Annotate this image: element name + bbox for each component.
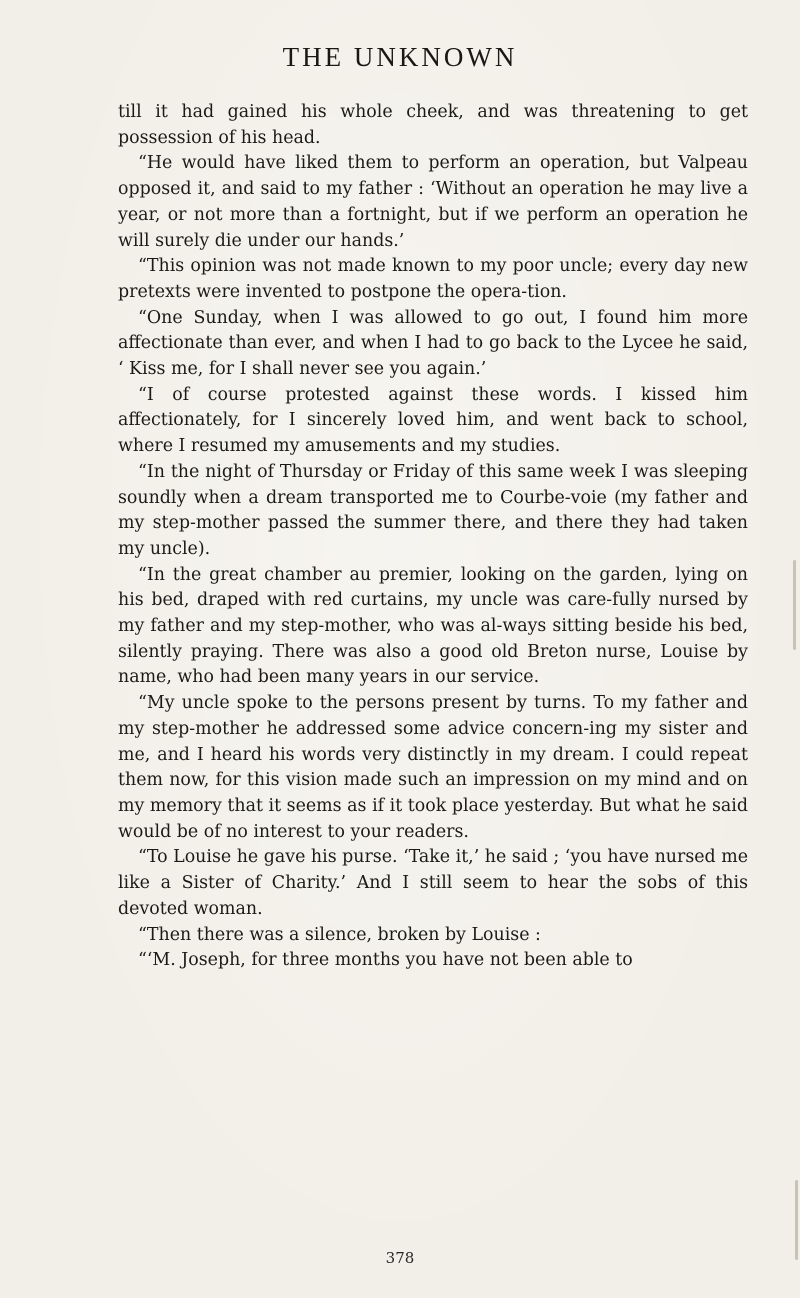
- body-text: [118, 100, 748, 974]
- paragraph: “My uncle spoke to the persons present by turns. To my father and my step-mother he addressed some advice concern-ing my sister and me, and I heard his words very distinctly in my dream. I could repeat them now, for this vision made such an impression on my mind and on my memory that it seems as if it took place yesterday. But what he said would be of no interest to your readers.: [118, 693, 748, 842]
- paragraph: till it had gained his whole cheek, and was threatening to get possession of his head.: [118, 102, 748, 148]
- paragraph: “I of course protested against these words. I kissed him affectionately, for I sincerely loved him, and went back to school, where I resumed my amusements and my studies.: [118, 384, 748, 457]
- paragraph: “One Sunday, when I was allowed to go out, I found him more affectionate than ever, and when I had to go back to the Lycee he said, ‘ Kiss me, for I shall never see you again.’: [118, 307, 748, 380]
- page-edge-shadow: [793, 560, 796, 650]
- running-head: THE UNKNOWN: [282, 42, 518, 72]
- paragraph: “‘M. Joseph, for three months you have not been able to: [138, 950, 633, 971]
- paragraph: “In the great chamber au premier, looking on the garden, lying on his bed, draped with red curtains, my uncle was care-fully nursed by my father and my step-mother, who was al-ways sitting beside his bed, silently praying. There was also a good old Breton nurse, Louise by name, who had been many years in our service.: [118, 564, 748, 688]
- paragraph: “He would have liked them to perform an operation, but Valpeau opposed it, and said to my father : ‘Without an operation he may live a year, or not more than a fortnight, but if we perform an operation he will surely die under our hands.’: [118, 153, 748, 251]
- paragraph: “To Louise he gave his purse. ‘Take it,’ he said ; ‘you have nursed me like a Sister of Charity.’ And I still seem to hear the sobs of this devoted woman.: [118, 847, 748, 919]
- paragraph: “This opinion was not made known to my poor uncle; every day new pretexts were invented to postpone the opera-tion.: [118, 256, 748, 302]
- page-number: 378: [385, 1249, 415, 1267]
- paragraph: “In the night of Thursday or Friday of this same week I was sleeping soundly when a dream transported me to Courbe-voie (my father and my step-mother passed the summer there, and there they had taken my uncle).: [118, 461, 748, 559]
- page-edge-shadow: [795, 1180, 798, 1260]
- paragraph: “Then there was a silence, broken by Louise :: [138, 924, 541, 945]
